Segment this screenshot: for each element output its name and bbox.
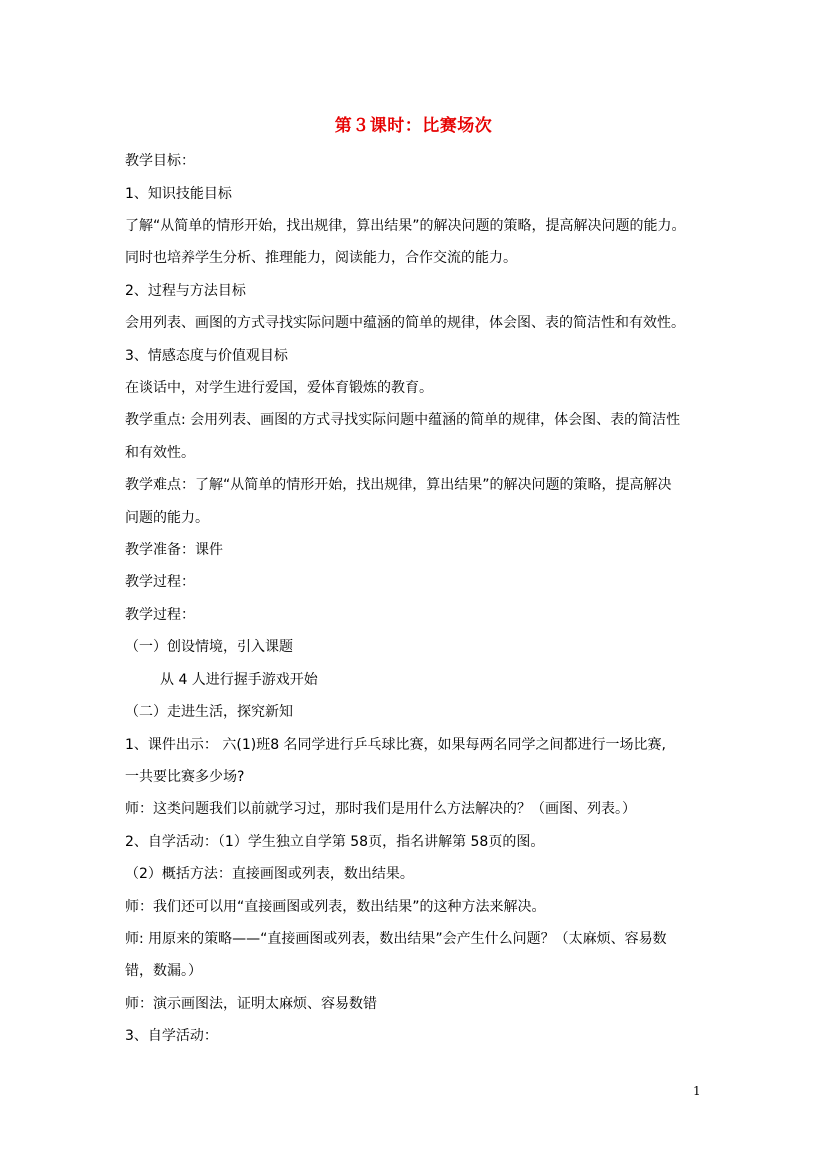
text-line: 师: 用原来的策略——“直接画图或列表，数出结果”会产生什么问题？（太麻烦、容易数 [125,931,667,947]
text-line: 教学难点：了解“从简单的情形开始，找出规律，算出结果”的解决问题的策略，提高解决 [125,477,672,493]
text-line: 3、自学活动： [125,1028,218,1044]
text-line: 2、自学活动：（1）学生独立自学第 58页，指名讲解第 58页的图。 [125,834,545,850]
page-title: 第３课时：比赛场次 [334,116,493,136]
text-line: 同时也培养学生分析、推理能力，阅读能力，合作交流的能力。 [125,250,517,266]
text-line: 2、过程与方法目标 [125,283,246,299]
text-line: 教学目标： [125,153,195,169]
text-line: 师：我们还可以用“直接画图或列表，数出结果”的这种方法来解决。 [125,899,546,915]
text-line: （一）创设情境，引入课题 [125,639,293,655]
text-line: 问题的能力。 [125,510,209,526]
text-line: 师：这类问题我们以前就学习过，那时我们是用什么方法解决的？（画图、列表。） [125,801,636,817]
text-line: 错，数漏。） [125,963,202,979]
text-line: 师：演示画图法，证明太麻烦、容易数错 [125,996,377,1012]
text-line: 3、情感态度与价值观目标 [125,348,288,364]
text-line: 和有效性。 [125,445,195,461]
text-line: 从 4 人进行握手游戏开始 [160,672,318,688]
text-line: 在谈话中，对学生进行爱国，爱体育锻炼的教育。 [125,380,433,396]
text-line: 1、知识技能目标 [125,186,232,202]
text-line: （2）概括方法：直接画图或列表，数出结果。 [125,866,414,882]
text-line: 教学准备：课件 [125,542,223,558]
text-line: 教学重点: 会用列表、画图的方式寻找实际问题中蕴涵的简单的规律，体会图、表的简洁性 [125,412,681,428]
text-line: 一共要比赛多少场? [125,769,245,785]
text-line: 教学过程： [125,607,195,623]
text-line: 了解“从简单的情形开始，找出规律，算出结果”的解决问题的策略，提高解决问题的能力。 [125,218,686,234]
text-line: （二）走进生活，探究新知 [125,704,293,720]
text-line: 教学过程： [125,574,195,590]
text-line: 1、课件出示： 六(1)班8 名同学进行乒乓球比赛，如果每两名同学之间都进行一场比赛, [125,737,666,753]
text-line: 会用列表、画图的方式寻找实际问题中蕴涵的简单的规律，体会图、表的简洁性和有效性。 [125,315,685,331]
page-number: 1 [693,1084,701,1098]
